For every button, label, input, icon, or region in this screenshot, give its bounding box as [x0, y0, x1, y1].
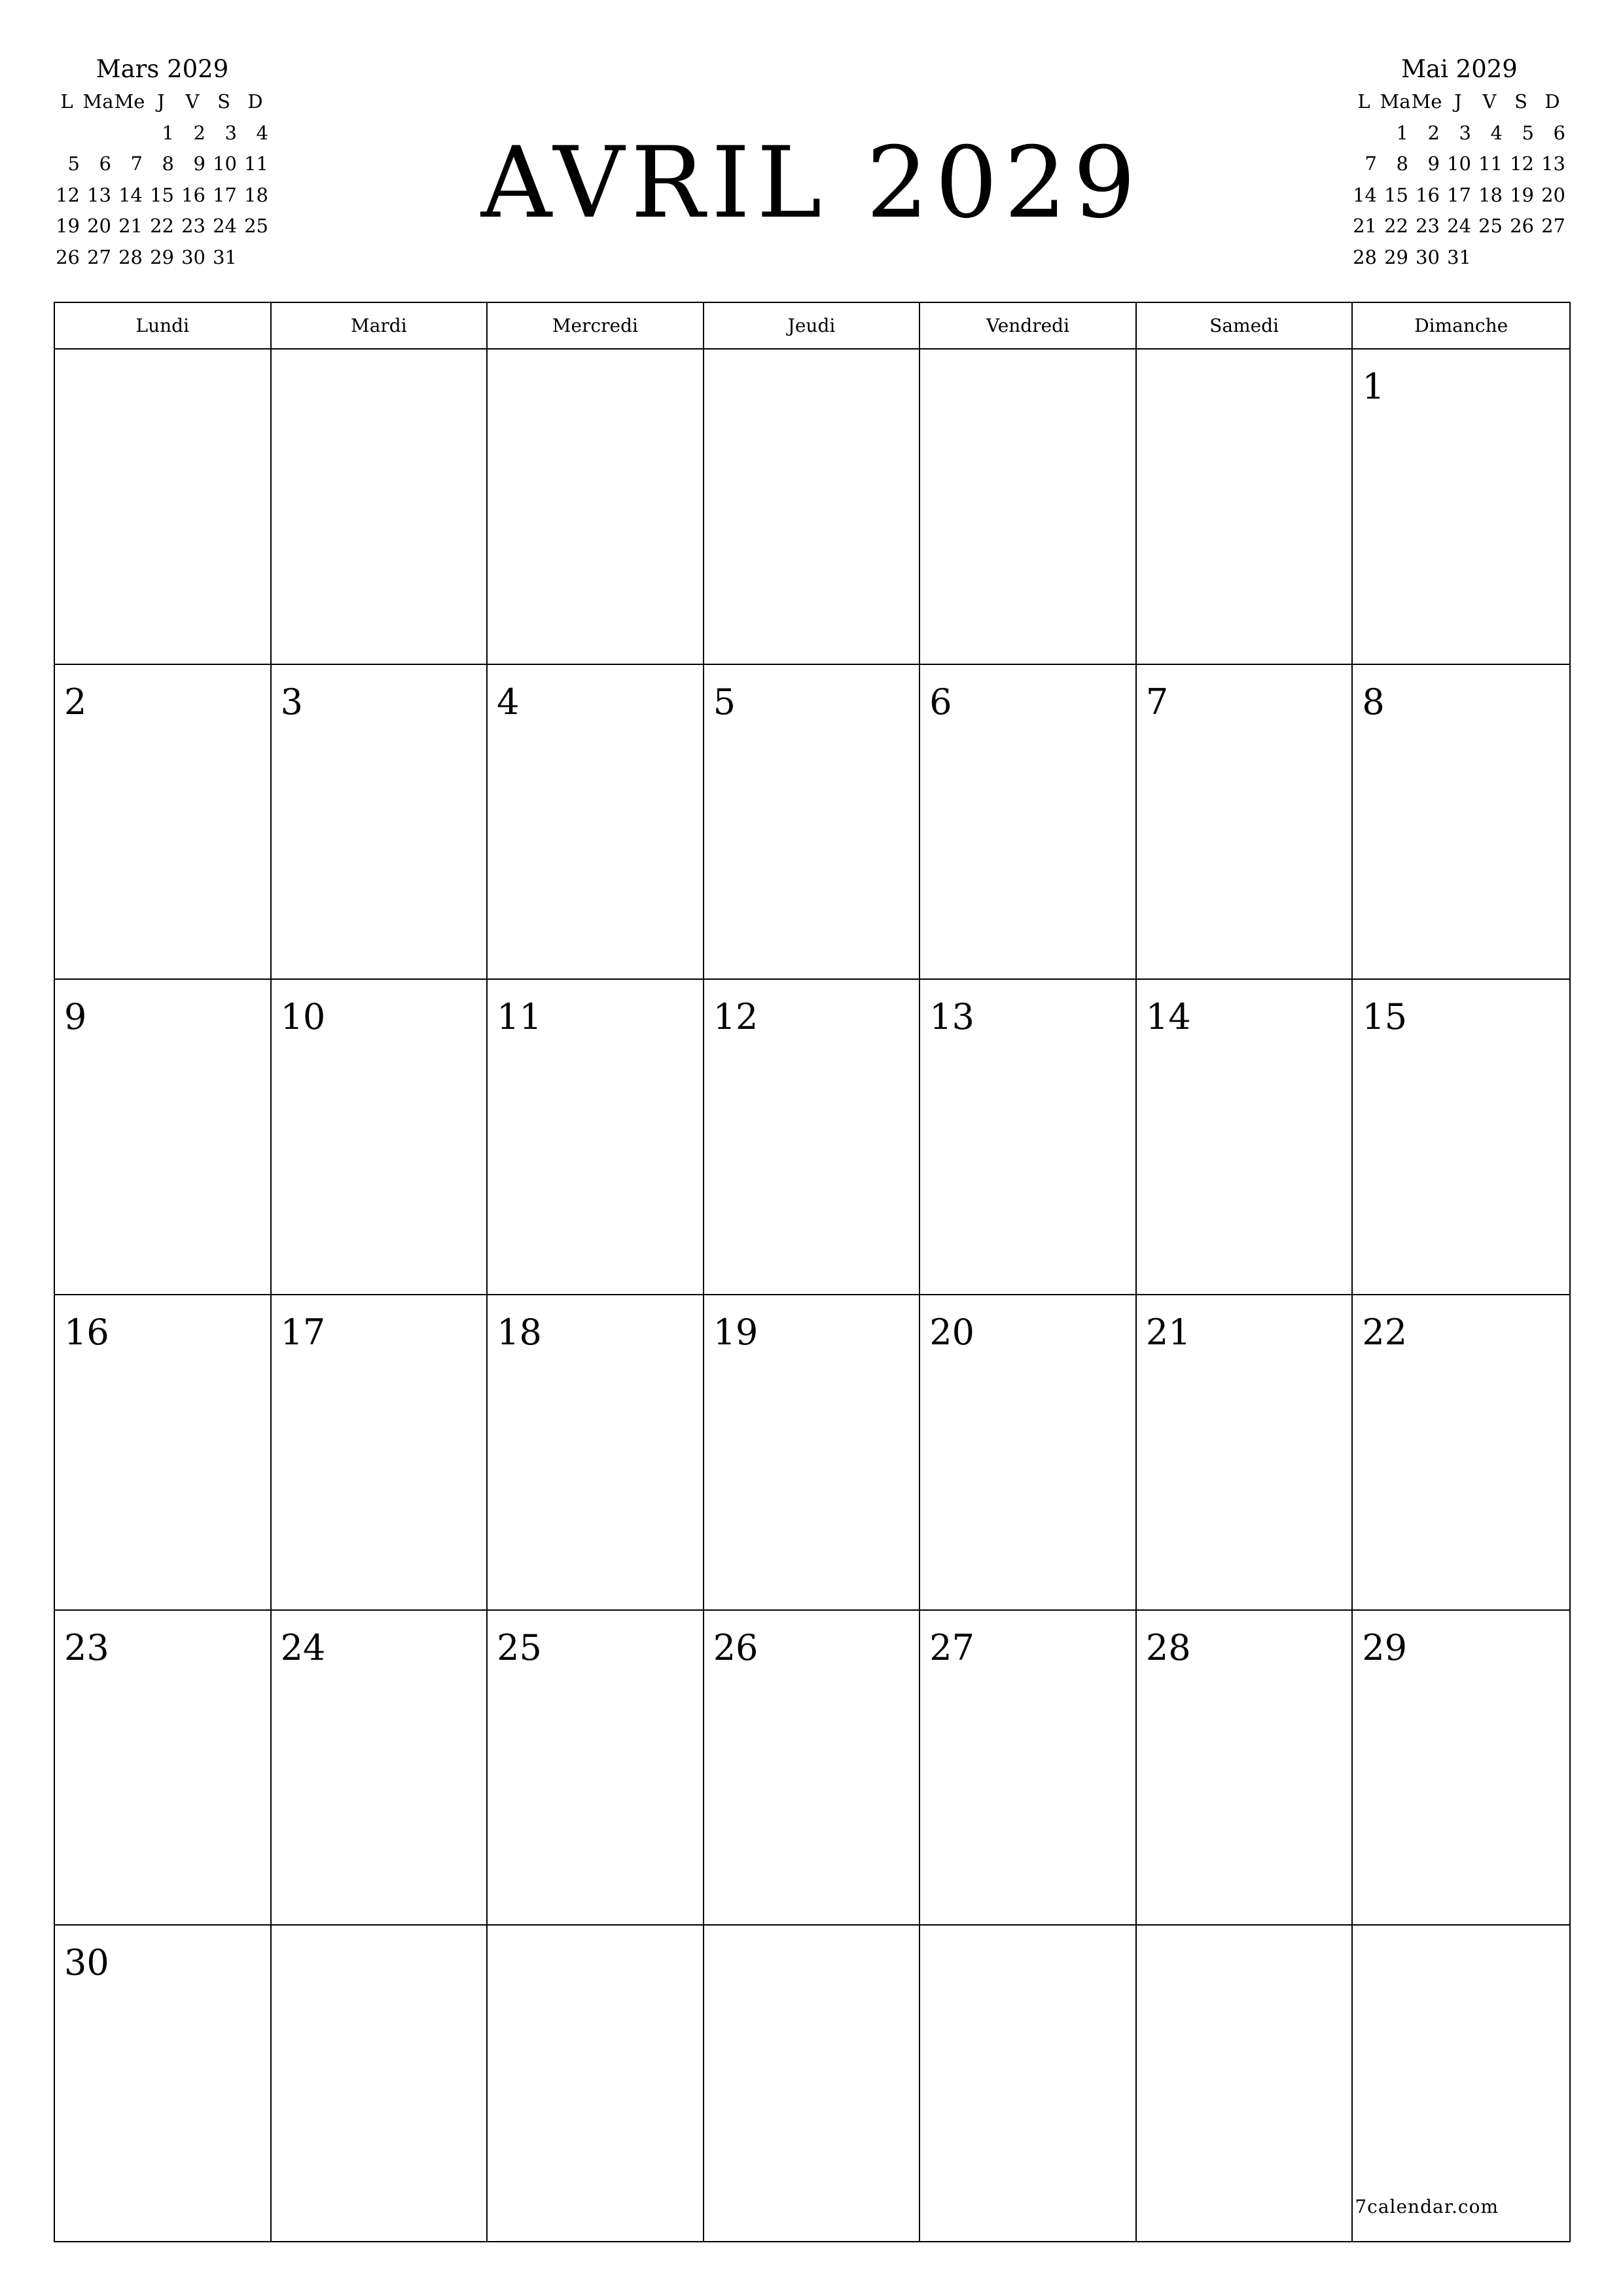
day-number: 26 [713, 1626, 758, 1668]
mini-day: 10 [213, 152, 237, 175]
day-number: 2 [64, 681, 87, 723]
day-cell[interactable] [704, 350, 921, 665]
weekday-header: Mercredi [488, 303, 704, 348]
day-number: 21 [1145, 1311, 1191, 1353]
day-cell[interactable] [55, 1295, 272, 1611]
mini-day: 8 [162, 152, 174, 175]
mini-day: 12 [1510, 152, 1534, 175]
mini-day: 13 [1541, 152, 1565, 175]
day-number: 18 [497, 1311, 542, 1353]
day-number: 15 [1362, 996, 1408, 1038]
mini-day: 4 [1490, 121, 1503, 144]
mini-day: 14 [118, 183, 143, 206]
day-number: 9 [64, 996, 87, 1038]
day-cell[interactable] [1353, 1295, 1569, 1611]
day-cell[interactable] [1353, 350, 1569, 665]
mini-weekday-label: D [247, 90, 263, 113]
mini-weekday-label: D [1544, 90, 1560, 113]
month-grid [54, 302, 1571, 2242]
day-number: 14 [1145, 996, 1191, 1038]
weekday-header: Vendredi [920, 303, 1137, 348]
mini-day: 29 [150, 245, 174, 268]
mini-day: 4 [256, 121, 268, 144]
weekday-header: Dimanche [1414, 315, 1508, 336]
weekday-header: Mardi [272, 303, 488, 348]
mini-day: 31 [213, 245, 237, 268]
day-cell[interactable] [272, 350, 488, 665]
mini-weekday-label: J [157, 90, 165, 113]
day-cell[interactable] [920, 980, 1137, 1295]
mini-day: 29 [1384, 245, 1408, 268]
mini-weekday-label: Me [1411, 90, 1442, 113]
mini-day: 2 [193, 121, 205, 144]
day-cell[interactable] [920, 665, 1137, 980]
day-cell[interactable] [704, 1295, 921, 1611]
day-number: 13 [929, 996, 974, 1038]
day-number: 7 [1145, 681, 1169, 723]
weekday-header: Samedi [1137, 303, 1353, 348]
next-month-grid [1348, 86, 1571, 273]
mini-day: 17 [213, 183, 237, 206]
mini-day: 23 [1416, 215, 1440, 237]
weekday-header-row [55, 303, 1569, 350]
day-cell[interactable] [1137, 665, 1353, 980]
mini-day: 28 [118, 245, 143, 268]
mini-day: 11 [244, 152, 268, 175]
mini-day: 2 [1427, 121, 1440, 144]
day-cell[interactable] [272, 1611, 488, 1926]
mini-weekday-label: Me [114, 90, 145, 113]
day-number: 16 [64, 1311, 109, 1353]
mini-day: 26 [1510, 215, 1534, 237]
mini-weekday-label: Ma [1380, 90, 1411, 113]
day-cell[interactable] [704, 665, 921, 980]
day-cell[interactable] [704, 1926, 921, 2241]
mini-weekday-label: V [1482, 90, 1497, 113]
day-cell[interactable] [920, 350, 1137, 665]
mini-day: 20 [87, 215, 111, 237]
day-cell[interactable] [704, 980, 921, 1295]
mini-day: 19 [1510, 183, 1534, 206]
day-number: 8 [1362, 681, 1385, 723]
mini-day: 25 [1478, 215, 1503, 237]
day-cell[interactable] [488, 665, 704, 980]
day-number: 28 [1145, 1626, 1191, 1668]
day-cell[interactable] [1137, 1295, 1353, 1611]
day-number: 27 [929, 1626, 974, 1668]
mini-weekday-label: V [185, 90, 200, 113]
mini-day: 20 [1541, 183, 1565, 206]
mini-day: 9 [193, 152, 205, 175]
day-cell[interactable] [272, 665, 488, 980]
day-cell[interactable] [272, 1926, 488, 2241]
mini-day [1348, 118, 1380, 149]
day-number: 23 [64, 1626, 109, 1668]
weekday-header: Lundi [55, 303, 272, 348]
day-cell[interactable] [55, 350, 272, 665]
day-cell[interactable] [55, 980, 272, 1295]
day-cell[interactable] [704, 1611, 921, 1926]
day-number: 29 [1362, 1626, 1408, 1668]
mini-day: 1 [162, 121, 174, 144]
mini-day: 15 [150, 183, 174, 206]
mini-weekday-label: S [1514, 90, 1527, 113]
mini-day: 7 [130, 152, 143, 175]
day-cell[interactable] [920, 1611, 1137, 1926]
mini-day: 27 [1541, 215, 1565, 237]
prev-month-title: Mars 2029 [96, 55, 229, 83]
mini-day: 21 [1353, 215, 1377, 237]
day-cell[interactable] [920, 1295, 1137, 1611]
day-number: 3 [280, 681, 303, 723]
mini-day [1474, 242, 1505, 274]
page-title: AVRIL 2029 [480, 126, 1143, 240]
day-cell[interactable] [1137, 1926, 1353, 2241]
day-cell[interactable] [55, 1926, 272, 2241]
mini-day: 9 [1427, 152, 1440, 175]
day-number: 12 [713, 996, 758, 1038]
day-cells [55, 350, 1569, 2241]
day-cell[interactable] [272, 1295, 488, 1611]
mini-day [1537, 242, 1568, 274]
mini-day: 8 [1396, 152, 1408, 175]
mini-day: 16 [1416, 183, 1440, 206]
mini-day: 25 [244, 215, 268, 237]
day-number: 4 [497, 681, 520, 723]
mini-day: 15 [1384, 183, 1408, 206]
weekday-header: Jeudi [704, 303, 921, 348]
day-cell[interactable] [488, 1295, 704, 1611]
mini-day: 16 [181, 183, 205, 206]
day-number: 30 [64, 1942, 109, 1984]
mini-day: 18 [1478, 183, 1503, 206]
mini-day: 12 [56, 183, 80, 206]
day-cell[interactable] [1353, 665, 1569, 980]
day-cell[interactable] [1137, 1611, 1353, 1926]
day-number: 11 [497, 996, 542, 1038]
mini-day: 19 [56, 215, 80, 237]
mini-day: 27 [87, 245, 111, 268]
next-month-title: Mai 2029 [1401, 55, 1518, 83]
day-number: 1 [1362, 366, 1385, 407]
mini-day: 11 [1478, 152, 1503, 175]
next-month-calendar [1348, 52, 1571, 273]
day-cell[interactable] [1353, 1611, 1569, 1926]
mini-day [1505, 242, 1537, 274]
day-cell[interactable] [55, 1611, 272, 1926]
mini-day: 1 [1396, 121, 1408, 144]
day-number: 24 [280, 1626, 326, 1668]
day-cell[interactable] [1353, 1926, 1569, 2241]
mini-day: 21 [118, 215, 143, 237]
day-cell[interactable] [1353, 980, 1569, 1295]
mini-day: 22 [1384, 215, 1408, 237]
mini-day: 6 [99, 152, 111, 175]
mini-weekday-label: J [1454, 90, 1462, 113]
day-number: 10 [280, 996, 326, 1038]
mini-day: 24 [213, 215, 237, 237]
mini-day: 24 [1447, 215, 1471, 237]
day-cell[interactable] [488, 980, 704, 1295]
day-number: 6 [929, 681, 952, 723]
day-cell[interactable] [1137, 980, 1353, 1295]
day-number: 20 [929, 1311, 974, 1353]
day-cell[interactable] [1137, 350, 1353, 665]
day-cell[interactable] [920, 1926, 1137, 2241]
day-number: 25 [497, 1626, 542, 1668]
mini-day: 13 [87, 183, 111, 206]
mini-day: 10 [1447, 152, 1471, 175]
day-number: 22 [1362, 1311, 1408, 1353]
day-number: 5 [713, 681, 736, 723]
mini-day: 18 [244, 183, 268, 206]
day-cell[interactable] [488, 1611, 704, 1926]
day-cell[interactable] [488, 1926, 704, 2241]
mini-day: 28 [1353, 245, 1377, 268]
mini-day: 31 [1447, 245, 1471, 268]
day-cell[interactable] [55, 665, 272, 980]
mini-day: 6 [1553, 121, 1565, 144]
day-number: 17 [280, 1311, 326, 1353]
day-cell[interactable] [488, 350, 704, 665]
mini-day: 22 [150, 215, 174, 237]
mini-day: 3 [1459, 121, 1471, 144]
mini-day: 5 [67, 152, 80, 175]
day-number: 19 [713, 1311, 758, 1353]
mini-day: 14 [1353, 183, 1377, 206]
mini-weekday-label: Ma [82, 90, 114, 113]
mini-day: 17 [1447, 183, 1471, 206]
mini-day: 26 [56, 245, 80, 268]
mini-day: 3 [224, 121, 237, 144]
mini-day: 30 [181, 245, 205, 268]
footer-credit: 7calendar.com [1355, 2195, 1499, 2217]
mini-day [240, 242, 271, 274]
mini-day: 5 [1522, 121, 1534, 144]
mini-day: 23 [181, 215, 205, 237]
mini-weekday-label: L [60, 90, 73, 113]
mini-day: 7 [1364, 152, 1377, 175]
mini-weekday-label: L [1357, 90, 1370, 113]
mini-day: 30 [1416, 245, 1440, 268]
day-cell[interactable] [272, 980, 488, 1295]
mini-weekday-label: S [217, 90, 230, 113]
